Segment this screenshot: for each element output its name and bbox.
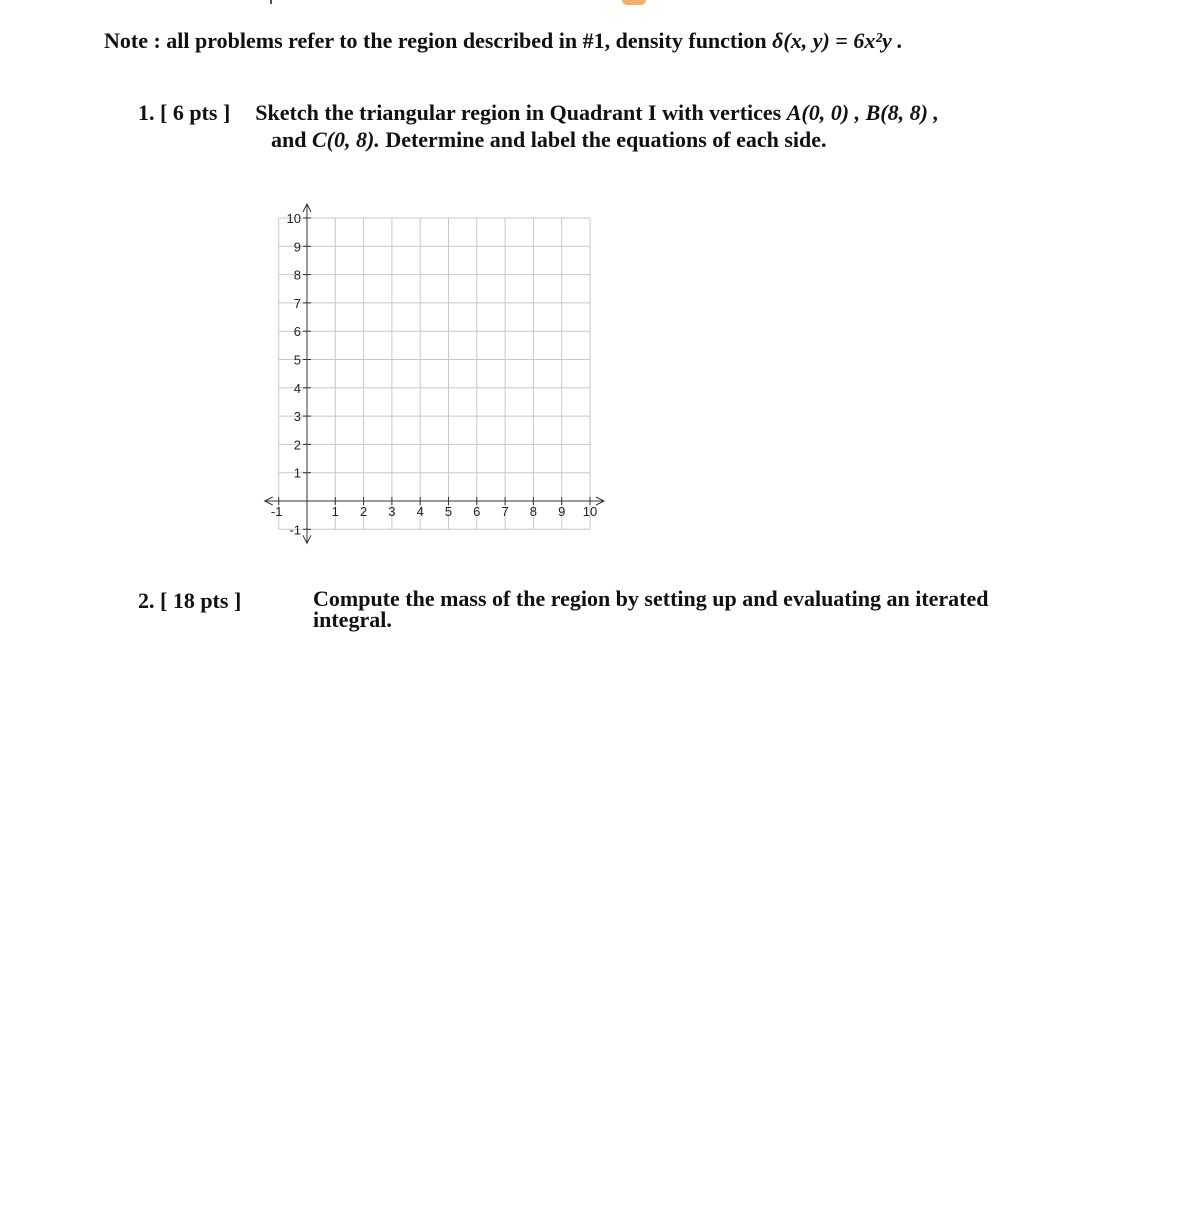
x-tick-label: 3 (388, 504, 396, 519)
problem-2-text: Compute the mass of the region by setting up and evaluating an iterated integral. (313, 586, 989, 632)
x-tick-label: 6 (473, 504, 481, 519)
x-tick-label: 8 (529, 504, 538, 519)
problem-2-points: [ 18 pts ] (160, 588, 242, 613)
problem-1-and: and (271, 127, 307, 152)
x-tick-label: 2 (359, 504, 368, 519)
y-tick-label: 5 (293, 352, 301, 368)
note-text: Note : all problems refer to the region described in #1, density function (104, 28, 767, 53)
problem-1-vertex-c: C(0, 8). (311, 127, 380, 152)
problem-2-number: 2. (138, 588, 155, 613)
coordinate-grid (258, 192, 618, 548)
page-top-fragment (270, 0, 272, 4)
problem-2 (138, 586, 989, 632)
density-formula: δ(x, y) = 6x²y . (772, 28, 903, 53)
note-line (104, 28, 903, 54)
problem-1-text-line2: Determine and label the equations of each side. (385, 127, 827, 152)
problem-1-text-line1: Sketch the triangular region in Quadrant I with vertices (255, 100, 782, 125)
y-tick-label: 7 (293, 295, 301, 311)
highlight-fragment (622, 0, 646, 5)
x-tick-label: 10 (582, 504, 598, 519)
grid-svg (258, 192, 618, 548)
x-tick-label: 7 (501, 504, 509, 519)
y-tick-label: 6 (293, 324, 301, 340)
x-tick-label: 4 (416, 504, 424, 519)
y-tick-label: 9 (293, 239, 301, 255)
problem-1-points: [ 6 pts ] (160, 100, 231, 125)
y-tick-label: 1 (293, 465, 301, 481)
y-tick-label: 2 (293, 437, 301, 453)
x-tick-label: -1 (270, 504, 283, 519)
x-tick-label: 9 (558, 504, 566, 519)
y-tick-label: -1 (289, 522, 301, 538)
problem-1 (138, 100, 939, 152)
y-tick-label: 3 (293, 409, 301, 425)
x-tick-label: 1 (331, 504, 339, 519)
problem-1-number: 1. (138, 100, 155, 125)
y-tick-label: 4 (293, 380, 301, 396)
y-tick-label: 10 (286, 211, 301, 226)
y-tick-label: 8 (293, 267, 301, 283)
x-tick-label: 5 (444, 504, 453, 519)
problem-1-vertices: A(0, 0) , B(8, 8) , (786, 100, 939, 125)
